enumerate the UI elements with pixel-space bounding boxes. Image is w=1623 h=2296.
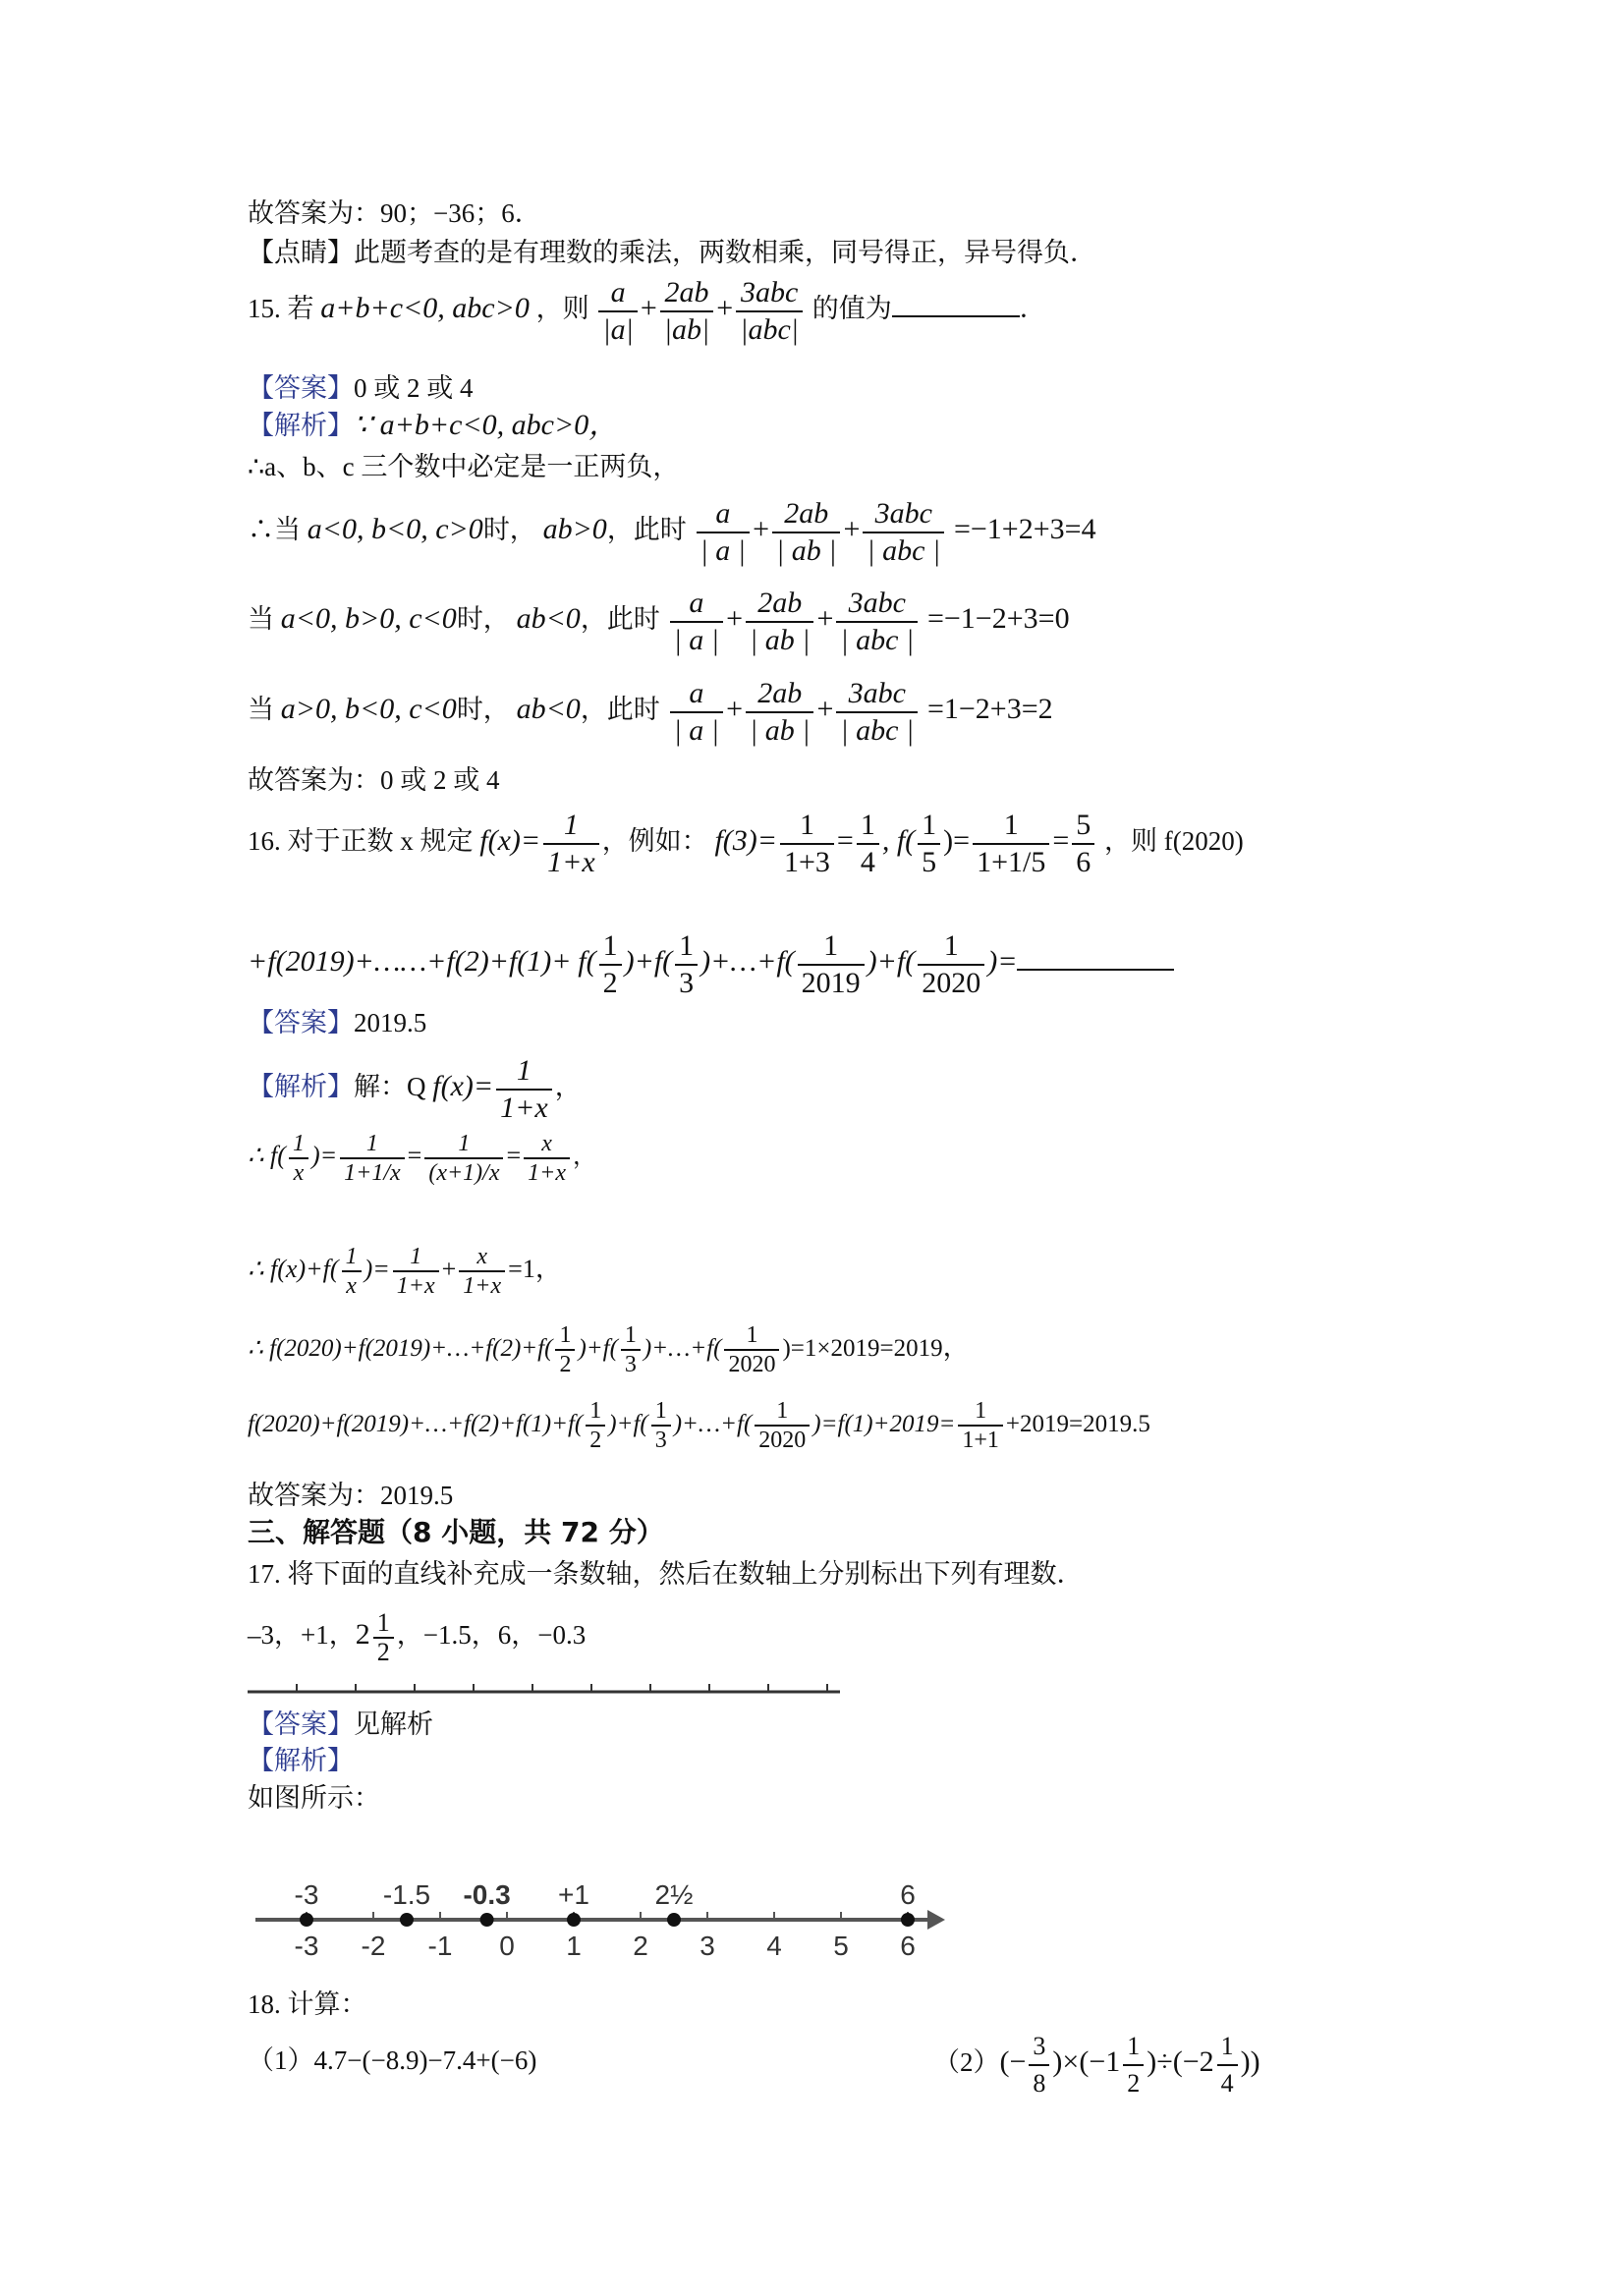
case-ab: ab<0 [516,602,581,636]
axis-point-label: -3 [294,1879,319,1910]
axis-point-label: 6 [900,1879,916,1910]
analysis-solve: 解：Q [354,1072,426,1102]
expr-text: (− [999,2045,1027,2079]
case-when: 时， [456,604,510,635]
q14-answer-line: 故答案为：90；−36；6． [248,198,541,228]
q15-answer [248,371,474,405]
q16-answer-text: 2019.5 [354,1008,427,1037]
case-condition: a>0, b<0, c<0 [280,693,457,726]
axis-point-dot [901,1913,915,1927]
axis-tick-label: 0 [499,1931,515,1961]
q18-part-2 [933,2029,1260,2101]
axis-tick-label: -1 [427,1931,453,1961]
step-text: ∴ f(x)+f( [248,1255,339,1284]
q15-stem: 15. 若 a+b+c<0, abc>0 ，则 $\frac{a}{|a|}$ + $\frac{2ab}{|ab|}$ + $\frac{\text{3abc}}{\text{|abc|}}$ 的值为 ． [248,276,1046,346]
fx-label: f(x)= [432,1070,494,1103]
q16-step-3 [248,1321,970,1378]
step-text: ∴ f(2020)+f(2019)+…+f(2)+f( [248,1335,553,1363]
q15-stem-suffix: 的值为 [812,294,892,324]
q15-case-3: 当 a>0, b<0, c<0时， ab<0，此时 $\frac{a}{| a |}$ + $\frac{2ab}{| ab |}$ + $\frac{\text{3abc}}{\text{| abc |}}$ =1−2+3=2 [248,677,1053,747]
fraction: $\frac{1}{2020}$ [724,1321,779,1378]
fraction: $\frac{1}{1+x}$ [393,1243,439,1300]
q16-step-2 [248,1243,562,1300]
q18-part-1 [248,2044,536,2077]
fraction: $\frac{3}{8}$ [1029,2029,1049,2101]
q17-analysis [248,1744,354,1777]
q15-analysis [248,409,618,442]
expr-text: )×(−1 [1052,2045,1121,2079]
q16-then: ，则 f(2020) [1104,826,1244,857]
case-now: ，此时 [580,604,660,635]
close-equals: )= [987,945,1018,979]
case-result: =−1+2+3=4 [953,513,1096,546]
step-text: )+f( [608,1411,648,1438]
fraction-3abc: $\frac{\text{3abc}}{\text{| abc |}}$ [836,676,918,749]
comma: ， [573,1144,597,1170]
fraction: $\frac{1}{2}$ [1123,2029,1144,2101]
part-1-expression: 4.7−(−8.9)−7.4+(−6) [313,2045,537,2075]
case-prefix: 当 [248,604,274,635]
step-text: ∴ f( [248,1141,286,1170]
equals: = [407,1141,422,1170]
axis-tick-label: -3 [294,1931,319,1961]
fraction-3abc: $\frac{\text{3abc}}{\text{|abc|}}$ [736,275,803,348]
case-prefix: 当 [248,695,274,725]
fraction: $\frac{1}{4}$ [1217,2029,1238,2101]
q15-stem-condition: a+b+c<0, abc>0 [320,292,530,325]
sum-prefix: +f(2019)+……+f(2)+f(1)+ [248,945,572,979]
step-text: )+…+f( [643,1335,722,1363]
fraction-3abc: $\frac{\text{3abc}}{\text{| abc |}}$ [863,496,944,569]
axis-arrow [927,1910,945,1930]
fraction: $\frac{1}{4}$ [857,808,879,880]
axis-tick-label: 3 [700,1931,715,1961]
fraction: $\frac{1}{x}$ [342,1243,362,1300]
case-condition: a<0, b<0, c>0 [307,513,483,546]
fraction: $\frac{1}{2}$ [555,1321,575,1378]
axis-point-dot [300,1913,313,1927]
case-condition: a<0, b>0, c<0 [280,602,457,636]
plus-f: )+f( [867,945,916,979]
numbers-part-a: –3，+1， [248,1620,356,1651]
numbers-part-b: ，−1.5，6，−0.3 [396,1620,587,1651]
q16-final: 故答案为：2019.5 [248,1481,454,1510]
analysis-tag: 【解析】 [248,1072,354,1102]
equals: = [506,1141,522,1170]
f3-label: f(3)= [714,824,777,858]
answer-tag: 【答案】 [248,1709,354,1739]
fraction: $\frac{1}{2019}$ [798,928,865,1001]
fraction: $\frac{1}{3}$ [675,928,698,1001]
axis-tick-label: -2 [361,1931,386,1961]
analysis-tag: 【解析】 [248,411,354,440]
q16-step-1 [248,1130,596,1187]
fraction-a: $\frac{a}{| a |}$ [670,676,724,749]
step-text: )+…+f( [673,1411,753,1438]
number-line-figure [246,1827,953,1975]
q15-therefore-line: ∴a、b、c 三个数中必定是一正两负， [248,452,680,481]
case-when: 时， [482,515,536,545]
fraction: $\frac{1}{2020}$ [918,928,984,1001]
fraction-a: $\frac{a}{| a |}$ [670,586,724,658]
step-result: +2019=2019.5 [1005,1411,1150,1438]
q15-analysis-condition: ∵ a+b+c<0, abc>0， [354,409,619,441]
part-label: （1） [248,2045,314,2075]
ellipsis-f: )+…+f( [700,945,795,979]
fraction: $\frac{1}{2}$ [373,1609,394,1666]
axis-point-label: -0.3 [463,1879,511,1910]
axis-tick-label: 4 [766,1931,782,1961]
case-now: ，此时 [580,695,660,725]
step-text: )=f(1)+2019= [812,1411,956,1438]
fraction: $\frac{1}{2}$ [599,928,622,1001]
case-when: 时， [456,695,510,725]
q17-answer-text: 见解析 [354,1709,433,1739]
blank-number-line [246,1670,845,1700]
comma: ， [534,1254,562,1284]
fraction: $\frac{1}{x}$ [289,1130,308,1187]
fraction-2ab: $\frac{2ab}{|ab|}$ [660,275,714,348]
axis-point-dot [400,1913,414,1927]
answer-blank [1017,969,1174,971]
fraction: $\frac{1}{2}$ [586,1397,605,1454]
step-text: )+f( [578,1335,618,1363]
fraction: $\frac{1}{3}$ [621,1321,641,1378]
answer-tag: 【答案】 [248,373,354,403]
fraction: $\frac{x}{1+x}$ [459,1243,505,1300]
q15-stem-then: ，则 [535,294,589,324]
axis-tick-label: 2 [633,1931,648,1961]
analysis-tag: 【解析】 [248,1746,354,1775]
q17-stem: 17. 将下面的直线补充成一条数轴，然后在数轴上分别标出下列有理数． [248,1559,1084,1589]
q18-stem: 18. 计算： [248,1989,367,2019]
fraction-3abc: $\frac{\text{3abc}}{\text{| abc |}}$ [836,586,918,658]
part-label: （2） [933,2047,1000,2078]
expr-text: )) [1240,2045,1260,2079]
step-result: )=1×2019=2019 [782,1335,943,1363]
q15-final: 故答案为：0 或 2 或 4 [248,765,500,795]
q15-case-2: 当 a<0, b>0, c<0时， ab<0，此时 $\frac{a}{| a |}$ + $\frac{2ab}{| ab |}$ + $\frac{\text{3abc}}{\text{| abc |}}$ =−1−2+3=0 [248,587,1070,656]
answer-blank [892,315,1020,317]
step-text: )= [310,1141,338,1170]
step-text: f(2020)+f(2019)+…+f(2)+f(1)+f( [248,1411,584,1438]
fraction: $\frac{1}{1+x}$ [496,1053,552,1126]
case-ab: ab<0 [516,693,581,726]
axis-point-dot [480,1913,494,1927]
fraction: $\frac{1}{5}$ [918,808,940,880]
fraction: $\frac{1}{1+1}$ [958,1397,1003,1454]
step-text: )= [364,1255,390,1284]
fraction: $\frac{1}{1+1/x}$ [340,1130,405,1187]
mixed-number-whole: 2 [355,1618,370,1652]
case-result: =1−2+3=2 [926,693,1053,726]
fraction-2ab: $\frac{2ab}{| ab |}$ [746,676,814,749]
fx-label: f(x)= [479,824,541,858]
q16-stem-prefix: 16. 对于正数 x 规定 [248,826,474,857]
section-heading: 三、解答题（8 小题，共 72 分） [248,1516,664,1548]
q16-analysis [248,1053,582,1126]
q15-tail-dot: ． [1019,294,1046,324]
axis-tick-label: 6 [900,1931,916,1961]
fraction: $\frac{x}{1+x}$ [524,1130,570,1187]
fraction: $\frac{1}{3}$ [651,1397,671,1454]
equals-one: =1 [508,1255,535,1284]
fraction: $\frac{5}{6}$ [1072,808,1094,880]
comma: ， [942,1332,970,1363]
case-ab: ab>0 [542,513,607,546]
fraction: $\frac{1}{1+3}$ [780,808,834,880]
fraction: $\frac{1}{(x+1)/x}$ [424,1130,503,1187]
f-one-fifth-label: , f( [881,824,916,858]
f-label: f( [578,945,596,979]
axis-point-dot [667,1913,681,1927]
case-prefix: ∴当 [248,515,301,545]
fraction-2ab: $\frac{2ab}{| ab |}$ [746,586,814,658]
fraction: $\frac{1}{1+1/5}$ [973,808,1049,880]
fraction-1-over-1-plus-x: $\frac{1}{1+x}$ [543,808,599,880]
axis-tick-label: 5 [833,1931,849,1961]
q17-numbers [248,1609,586,1666]
q16-answer [248,1006,426,1039]
fraction-2ab: $\frac{2ab}{| ab |}$ [772,496,841,569]
axis-point-label: 2½ [654,1879,694,1910]
q15-answer-text: 0 或 2 或 4 [354,373,474,403]
q17-figure-caption: 如图所示： [248,1783,380,1813]
comma: ， [554,1072,582,1102]
q14-comment-line: 【点睛】此题考查的是有理数的乘法，两数相乘，同号得正，异号得负． [248,238,1096,267]
q16-example-label: ，例如： [601,826,708,857]
q15-case-1: ∴当 a<0, b<0, c>0时， ab>0，此时 $\frac{a}{| a |}$ + $\frac{2ab}{| ab |}$ + $\frac{\text{3abc}}{\text{| abc |}}$ =−1+2+3=4 [248,497,1096,567]
case-now: ，此时 [606,515,687,545]
answer-tag: 【答案】 [248,1008,354,1037]
axis-point-label: -1.5 [382,1879,431,1910]
expr-text: )÷(−2 [1147,2045,1214,2079]
plus: + [441,1255,457,1284]
fraction: $\frac{1}{2020}$ [755,1397,810,1454]
q16-step-4 [248,1397,1150,1454]
case-result: =−1−2+3=0 [926,602,1070,636]
plus-f: )+f( [624,945,673,979]
fraction-a: $\frac{a}{|a|}$ [598,275,638,348]
axis-tick-label: 1 [566,1931,582,1961]
fraction-a: $\frac{a}{| a |}$ [697,496,751,569]
q16-stem: 16. 对于正数 x 规定 f(x)= $\frac{1}{1+x}$ ，例如： f(3)= $\frac{1}{1+3}$ = $\frac{1}{4}$ , f( $\frac{1}{5}$ )= $\frac{1}{1+1/5}$ = $\frac{5}{6}$ ，则 f(2020) [248,809,1244,878]
q15-stem-prefix: 15. 若 [248,294,314,324]
axis-point-label: +1 [558,1879,589,1910]
q16-sum-line [248,928,1174,1001]
q17-answer [248,1708,433,1741]
axis-point-dot [567,1913,581,1927]
